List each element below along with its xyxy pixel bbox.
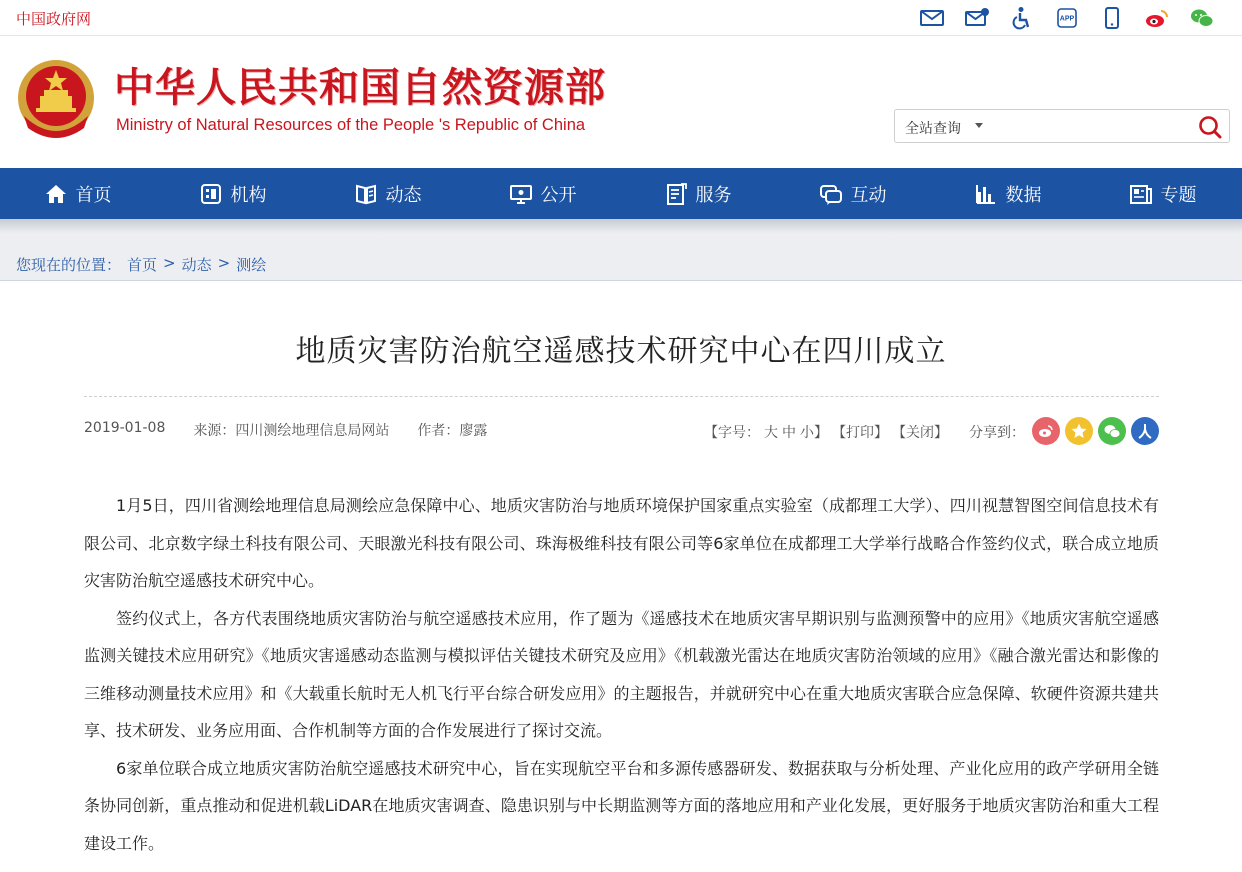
nav-item-label: 服务 [695,184,732,206]
nav-item-data[interactable] [930,168,1085,219]
search-input[interactable] [995,114,1185,138]
search-icon[interactable] [1197,114,1223,140]
font-size-small-button[interactable]: 小】 [800,425,828,441]
article-date: 2019-01-08 [84,420,166,436]
mail-subscribe-icon[interactable] [954,4,999,32]
home-icon [44,182,68,206]
article-meta [84,420,487,440]
breadcrumb-bar [0,233,1242,281]
nav-item-organization[interactable] [155,168,310,219]
site-subtitle: Ministry of Natural Resources of the People 's Republic of China [116,116,586,134]
main-nav [0,168,1242,219]
article-paragraph: 1月5日，四川省测绘地理信息局测绘应急保障中心、地质灾害防治与地质环境保护国家重点实验室（成都理工大学）、四川视慧智图空间信息技术有限公司、北京数字绿土科技有限公司、天眼激光科技有限公司、珠海极维科技有限公司等6家单位在成都理工大学举行战略合作签约仪式，联合成立地质灾害防治航空遥感技术研究中心。 [84,496,1159,590]
share-buttons [1032,417,1159,445]
national-emblem-icon [14,56,98,142]
weibo-icon [1037,422,1055,440]
app-icon[interactable] [1044,4,1089,32]
svg-text:APP: APP [1059,15,1074,23]
article-source: 来源：四川测绘地理信息局网站 [193,423,390,439]
title-divider [84,396,1159,397]
chevron-down-icon[interactable] [975,123,983,128]
renren-icon [1136,422,1154,440]
breadcrumb-surveying[interactable]: 测绘 [236,256,267,274]
top-bar [0,0,1242,36]
mobile-icon[interactable] [1089,4,1134,32]
organization-icon [199,182,223,206]
article-paragraph: 签约仪式上，各方代表围绕地质灾害防治与航空遥感技术应用，作了题为《遥感技术在地质灾害早期识别与监测预警中的应用》《地质灾害航空遥感监测关键技术应用研究》《地质灾害遥感动态监测与模拟评估关键技术研究及应用》《机载激光雷达在地质灾害防治领域的应用》《融合激光雷达和影像的三维移动测量技术应用》和《大载重长航时无人机飞行平台综合研发应用》的主题报告，并就研究中心在重大地质灾害联合应急保障、软硬件资源共建共享、技术研发、业务应用面、合作机制等方面的合作发展进行了探讨交流。 [84,608,1159,740]
accessibility-icon[interactable] [999,4,1044,32]
nav-item-label: 专题 [1160,184,1197,206]
font-size-large-button[interactable]: 大 [764,425,778,441]
mail-icon[interactable] [909,4,954,32]
breadcrumb-separator: > [217,254,231,272]
star-icon [1070,422,1088,440]
nav-item-news[interactable] [310,168,465,219]
article-tools [704,422,948,442]
service-icon [664,182,688,206]
site-header [0,36,1242,168]
article-title: 地质灾害防治航空遥感技术研究中心在四川成立 [295,334,947,369]
top-icon-group [909,4,1224,32]
print-button[interactable]: 【打印】 [832,425,888,441]
article-author: 作者：廖露 [417,423,488,439]
search-scope-select[interactable]: 全站查询 [905,121,961,137]
nav-item-label: 公开 [540,184,577,206]
nav-item-label: 首页 [75,184,112,206]
share-wechat-button[interactable] [1098,417,1126,445]
breadcrumb-prefix: 您现在的位置： [16,256,122,274]
article-body [84,487,1159,862]
article-paragraph: 6家单位联合成立地质灾害防治航空遥感技术研究中心，旨在实现航空平台和多源传感器研发、数据获取与分析处理、产业化应用的政产学研用全链条协同创新，重点推动和促进机载LiDAR在地质灾害调查、隐患识别与中长期监测等方面的落地应用和产业化发展，更好服务于地质灾害防治和重大工程建设工作。 [84,758,1159,853]
breadcrumb-news[interactable]: 动态 [181,256,212,274]
weibo-icon[interactable] [1134,4,1179,32]
share-label: 分享到： [969,425,1025,441]
wechat-icon [1103,422,1121,440]
nav-shadow [0,219,1242,233]
disclosure-icon [509,182,533,206]
data-icon [974,182,998,206]
breadcrumb-separator: > [163,254,176,272]
nav-item-service[interactable] [620,168,775,219]
nav-item-label: 数据 [1005,184,1042,206]
wechat-icon[interactable] [1179,4,1224,32]
site-title: 中华人民共和国自然资源部 [114,65,606,111]
nav-item-interaction[interactable] [775,168,930,219]
nav-item-topic[interactable] [1085,168,1240,219]
nav-item-label: 动态 [385,184,422,206]
font-size-label: 【字号： [704,425,760,441]
breadcrumb [16,254,266,275]
nav-item-home[interactable] [0,168,155,219]
gov-portal-link[interactable]: 中国政府网 [16,10,92,28]
breadcrumb-home[interactable]: 首页 [127,256,158,274]
close-button[interactable]: 【关闭】 [892,425,948,441]
search-box [894,109,1230,143]
topic-icon [1129,182,1153,206]
share-weibo-button[interactable] [1032,417,1060,445]
nav-item-label: 机构 [230,184,267,206]
share-renren-button[interactable] [1131,417,1159,445]
font-size-medium-button[interactable]: 中 [782,425,796,441]
news-icon [354,182,378,206]
interaction-icon [819,182,843,206]
share-qzone-button[interactable] [1065,417,1093,445]
nav-item-disclosure[interactable] [465,168,620,219]
nav-item-label: 互动 [850,184,887,206]
